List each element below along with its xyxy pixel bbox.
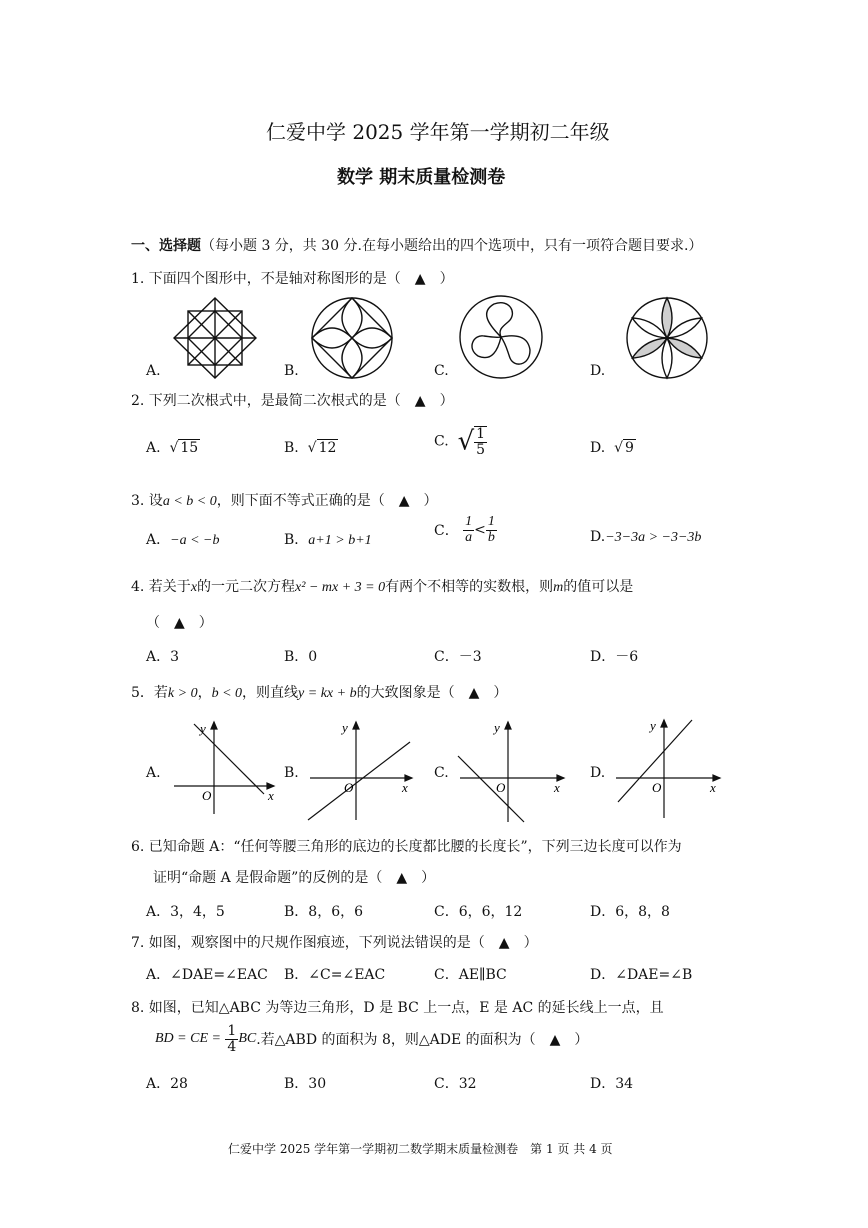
- q7-option-c: C．AE∥BC: [434, 967, 507, 983]
- q3-option-a: [146, 529, 219, 549]
- q3-option-b: [284, 529, 372, 549]
- q2-option-b-radicand: 12: [318, 440, 337, 456]
- q8-option-b: B．30: [284, 1076, 327, 1092]
- section-title: 一、选择题: [131, 238, 201, 254]
- section-note: （每小题 3 分，共 30 分.在每小题给出的四个选项中，只有一项符合题目要求.）: [201, 238, 703, 254]
- q3-option-c-frac2: [486, 515, 497, 545]
- q8-stem-line1: 8. 如图，已知△ABC 为等边三角形，D 是 BC 上一点，E 是 AC 的延长线上一点，且: [131, 1000, 664, 1016]
- q5-graph-d-x-label: x: [710, 780, 716, 795]
- q2-option-a-radical: √ 15: [169, 440, 199, 456]
- q4-stem-post1: 有两个不相等的实数根，则: [385, 579, 554, 595]
- q8-math-pre: BD = CE =: [155, 1031, 221, 1047]
- q2-option-c-fraction: [474, 426, 487, 457]
- q2-option-b: [284, 440, 338, 456]
- q2-option-c-label: C.: [434, 433, 449, 450]
- q7-option-b: B．∠C=∠EAC: [284, 967, 386, 983]
- q8-fraction-num: 1: [227, 1023, 237, 1039]
- q6-option-d: D．6，8，8: [590, 904, 670, 920]
- q4-stem: [131, 576, 633, 596]
- q6-option-a: A．3，4，5: [146, 904, 225, 920]
- page-footer: 仁爱中学 2025 学年第一学期初二数学期末质量检测卷 第 1 页 共 4 页: [228, 1142, 613, 1156]
- q3-option-c-frac1: [463, 515, 474, 545]
- q5-stem-pre: 5．若: [131, 685, 168, 701]
- q5-stem-post: 的大致图象是（ ▲ ）: [356, 685, 508, 701]
- q2-option-d-radical: √ 9: [614, 440, 634, 456]
- q2-option-d: [590, 440, 636, 456]
- q8-fraction-den: 4: [227, 1038, 237, 1055]
- q3-option-d: [590, 529, 701, 546]
- q5-option-a-label: A.: [146, 765, 161, 781]
- q2-option-d-radicand: 9: [625, 440, 634, 456]
- q8-option-a: A．28: [146, 1076, 188, 1092]
- q4-stem-line2: （ ▲ ）: [146, 615, 213, 631]
- q3-option-b-label: B．: [284, 532, 309, 548]
- q3-option-b-math: a+1 > b+1: [308, 533, 372, 548]
- q1-option-b-label: B.: [284, 363, 299, 379]
- q4-option-a: A．3: [146, 649, 180, 665]
- q2-option-b-radical: √ 12: [307, 440, 337, 456]
- q3-option-c-frac2-den: b: [487, 529, 495, 545]
- q8-stem-line2: [155, 1024, 588, 1054]
- q5-graph-c-origin: O: [496, 780, 506, 795]
- q3-option-d-label: D.: [590, 529, 606, 545]
- q5-graph-b-y-label: y: [342, 720, 348, 735]
- q5-stem-sep: ，: [197, 685, 212, 701]
- q7-option-d: D．∠DAE=∠B: [590, 967, 693, 983]
- q8-fraction: [225, 1024, 238, 1054]
- q6-option-b: B．8，6，6: [284, 904, 364, 920]
- q2-option-b-label: B.: [284, 440, 299, 456]
- q5-graph-a-x-label: x: [268, 788, 274, 803]
- q1-figure-c: [458, 294, 544, 380]
- q1-option-a-label: A.: [146, 363, 161, 379]
- q3-stem: [131, 490, 438, 510]
- q5-graph-d: [612, 716, 724, 820]
- q6-stem-line1: 6. 已知命题 A：“任何等腰三角形的底边的长度都比腰的长度长”，下列三边长度可以作为: [131, 839, 682, 855]
- section-heading: [131, 235, 702, 255]
- q1-option-c-label: C.: [434, 363, 449, 379]
- q2-option-a-radicand: 15: [180, 440, 199, 456]
- q7-option-a: A．∠DAE=∠EAC: [146, 967, 268, 983]
- q3-option-c: [434, 515, 497, 545]
- q4-stem-m: m: [553, 580, 564, 595]
- q5-graph-a: [170, 716, 280, 816]
- q5-option-b-label: B.: [284, 765, 299, 781]
- q3-option-a-label: A．: [146, 532, 171, 548]
- q2-option-d-label: D.: [590, 440, 606, 456]
- q2-stem: 2. 下列二次根式中，是最简二次根式的是（ ▲ ）: [131, 393, 454, 409]
- q5-graph-c-y-label: y: [494, 720, 500, 735]
- q5-stem-mid: ，则直线: [242, 685, 299, 701]
- q8-option-d: D．34: [590, 1076, 634, 1092]
- q5-graph-b-x-label: x: [402, 780, 408, 795]
- q3-stem-pre: 3. 设: [131, 493, 163, 509]
- q4-stem-mid: 的一元二次方程: [197, 579, 296, 595]
- q5-option-c-label: C.: [434, 765, 449, 781]
- q1-figure-d: [624, 296, 710, 380]
- q2-option-a: [146, 440, 200, 456]
- q2-option-c-root-sign: √: [457, 426, 475, 457]
- q3-option-c-label: C．: [434, 523, 459, 540]
- q4-option-d: D．－6: [590, 649, 639, 665]
- q3-option-c-frac1-den: a: [465, 529, 473, 545]
- q5-graph-a-origin: O: [202, 788, 212, 803]
- q5-graph-d-origin: O: [652, 780, 662, 795]
- q5-stem: [131, 682, 507, 702]
- q2-option-c-denominator: 5: [476, 441, 486, 458]
- q6-option-c: C．6，6，12: [434, 904, 523, 920]
- q1-stem: 1. 下面四个图形中，不是轴对称图形的是（ ▲ ）: [131, 271, 454, 287]
- q1-figure-a: [172, 296, 258, 380]
- q4-stem-post2: 的值可以是: [563, 579, 634, 595]
- q4-option-c: C．－3: [434, 649, 482, 665]
- q1-option-d-label: D.: [590, 363, 606, 379]
- q5-graph-b-origin: O: [344, 780, 354, 795]
- q5-graph-d-y-label: y: [650, 718, 656, 733]
- q8-option-c: C．32: [434, 1076, 477, 1092]
- q1-figure-b: [310, 296, 394, 380]
- q3-stem-math: a < b < 0: [162, 494, 217, 509]
- q6-stem-line2: 证明“命题 A 是假命题”的反例的是（ ▲ ）: [153, 870, 436, 886]
- q5-graph-c: [456, 716, 568, 824]
- q2-option-a-label: A.: [146, 440, 161, 456]
- q7-stem: 7. 如图，观察图中的尺规作图痕迹，下列说法错误的是（ ▲ ）: [131, 935, 538, 951]
- q5-stem-equation: y = kx + b: [298, 686, 357, 701]
- q4-stem-pre: 4. 若关于: [131, 579, 191, 595]
- q5-graph-b: [306, 716, 418, 822]
- q5-graph-a-y-label: y: [200, 721, 206, 736]
- q4-stem-equation: x² − mx + 3 = 0: [295, 580, 386, 595]
- q4-option-b: B．0: [284, 649, 318, 665]
- q8-stem-line2-post: .若△ABD 的面积为 8，则△ADE 的面积为（ ▲ ）: [256, 1032, 589, 1049]
- q8-math-post: BC: [238, 1031, 257, 1047]
- q3-option-c-frac1-num: 1: [465, 514, 473, 529]
- exam-title: 仁爱中学 2025 学年第一学期初二年级: [266, 120, 610, 144]
- q4-stem-x: x: [190, 580, 198, 595]
- q5-stem-b: b < 0: [211, 686, 243, 701]
- q2-option-c: [434, 426, 487, 457]
- exam-subtitle: 数学 期末质量检测卷: [337, 167, 506, 188]
- q5-stem-k: k > 0: [167, 686, 198, 701]
- q3-stem-post: ，则下面不等式正确的是（ ▲ ）: [216, 493, 438, 509]
- q3-option-a-math: −a < −b: [170, 533, 220, 548]
- q3-option-c-frac2-num: 1: [487, 514, 495, 529]
- q5-graph-c-x-label: x: [554, 780, 560, 795]
- q3-option-c-lt: <: [474, 522, 486, 539]
- q2-option-c-numerator: 1: [476, 426, 486, 442]
- q3-option-d-math: −3−3a > −3−3b: [605, 530, 702, 545]
- q5-option-d-label: D.: [590, 765, 606, 781]
